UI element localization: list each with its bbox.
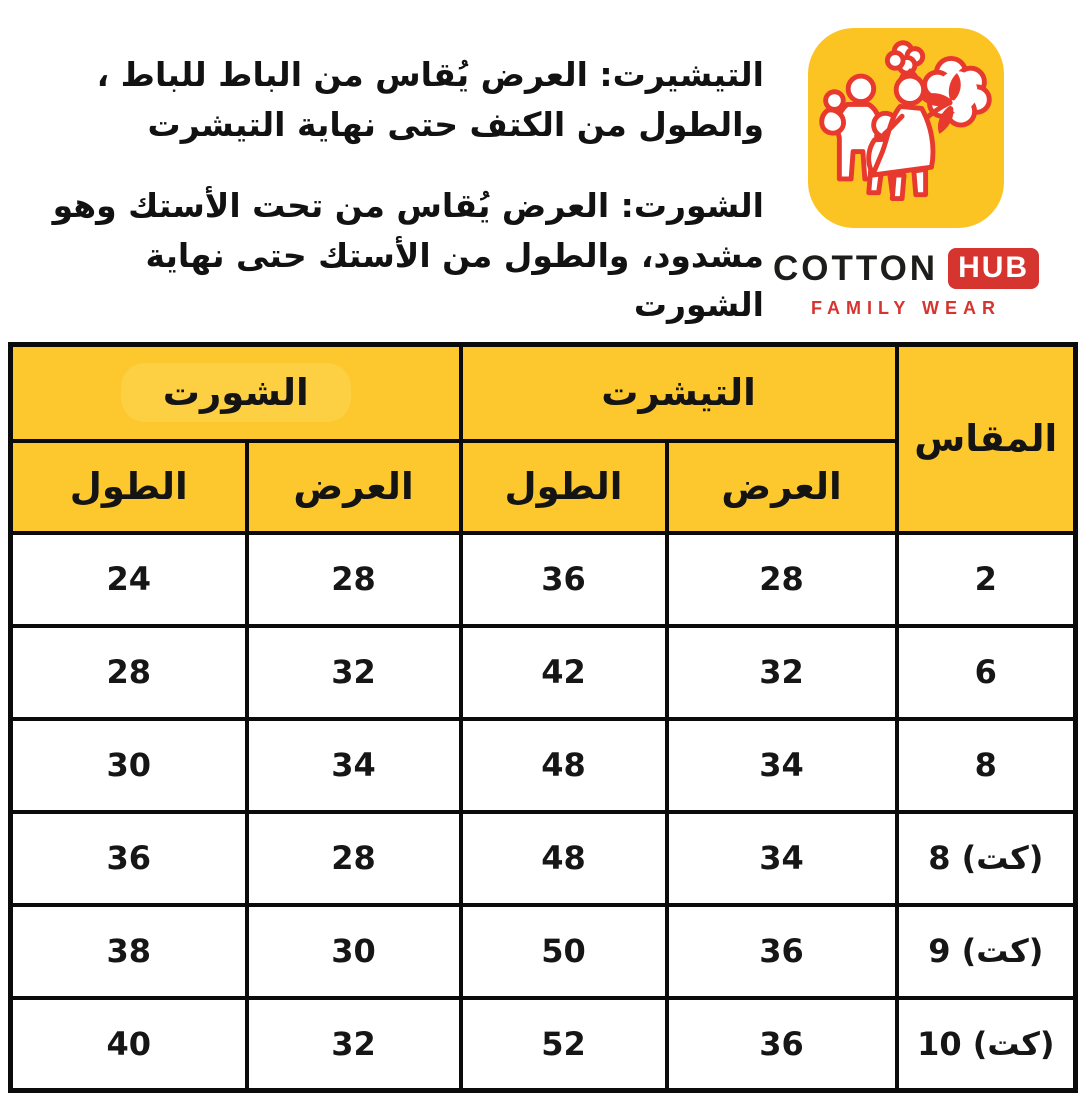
table-row bbox=[11, 812, 1076, 905]
tshirt-width-cell: 36 bbox=[667, 905, 897, 998]
tshirt-width-cell: 34 bbox=[667, 719, 897, 812]
brand-tagline: FAMILY WEAR bbox=[810, 298, 1001, 318]
tshirt-length-cell: 52 bbox=[461, 998, 667, 1091]
shorts-length-cell: 28 bbox=[11, 626, 247, 719]
shorts-length-cell: 24 bbox=[11, 533, 247, 626]
tshirt-length-cell: 48 bbox=[461, 719, 667, 812]
brand-name-cotton: COTTON bbox=[772, 248, 939, 288]
shorts-length-cell: 38 bbox=[11, 905, 247, 998]
tshirt-width-cell: 34 bbox=[667, 812, 897, 905]
header-shorts-group bbox=[11, 345, 461, 441]
tshirt-length-cell: 48 bbox=[461, 812, 667, 905]
tshirt-measurement-note: التيشيرت: العرض يُقاس من الباط للباط ، والطول من الكتف حتى نهاية التيشرت bbox=[96, 55, 764, 144]
size-cell: (كت) 9 bbox=[897, 905, 1076, 998]
shorts-measurement-note: الشورت: العرض يُقاس من تحت الأستك وهو مشدود، والطول من الأستك حتى نهاية الشورت bbox=[52, 186, 764, 324]
tshirt-width-cell: 32 bbox=[667, 626, 897, 719]
header-tshirt-group: التيشرت bbox=[461, 345, 897, 441]
header-tshirt-width: العرض bbox=[667, 441, 897, 533]
shorts-width-cell: 28 bbox=[247, 533, 461, 626]
brand-logo bbox=[772, 28, 1030, 319]
table-row bbox=[11, 626, 1076, 719]
table-row bbox=[11, 533, 1076, 626]
family-with-cotton-flowers-icon bbox=[808, 28, 1004, 228]
table-row bbox=[11, 998, 1076, 1091]
size-cell: 2 bbox=[897, 533, 1076, 626]
shorts-width-cell: 34 bbox=[247, 719, 461, 812]
shorts-width-cell: 32 bbox=[247, 998, 461, 1091]
tshirt-length-cell: 50 bbox=[461, 905, 667, 998]
shorts-width-cell: 32 bbox=[247, 626, 461, 719]
table-row bbox=[11, 905, 1076, 998]
shorts-length-cell: 36 bbox=[11, 812, 247, 905]
size-cell: (كت) 8 bbox=[897, 812, 1076, 905]
size-cell: 6 bbox=[897, 626, 1076, 719]
size-chart-table bbox=[8, 342, 1078, 1093]
brand-wordmark bbox=[773, 248, 1039, 289]
header-shorts-length: الطول bbox=[11, 441, 247, 533]
shorts-width-cell: 30 bbox=[247, 905, 461, 998]
size-cell: 8 bbox=[897, 719, 1076, 812]
shorts-width-cell: 28 bbox=[247, 812, 461, 905]
measurement-notes bbox=[22, 50, 764, 362]
size-cell: (كت) 10 bbox=[897, 998, 1076, 1091]
header-size: المقاس bbox=[897, 345, 1076, 533]
shorts-length-cell: 30 bbox=[11, 719, 247, 812]
tshirt-length-cell: 36 bbox=[461, 533, 667, 626]
header-tshirt-length: الطول bbox=[461, 441, 667, 533]
shorts-length-cell: 40 bbox=[11, 998, 247, 1091]
tshirt-width-cell: 36 bbox=[667, 998, 897, 1091]
table-row bbox=[11, 719, 1076, 812]
tshirt-length-cell: 42 bbox=[461, 626, 667, 719]
brand-name-hub-badge: HUB bbox=[948, 248, 1039, 289]
header-shorts-label: الشورت bbox=[121, 363, 351, 422]
logo-badge bbox=[808, 28, 1004, 228]
tshirt-width-cell: 28 bbox=[667, 533, 897, 626]
header-shorts-width: العرض bbox=[247, 441, 461, 533]
